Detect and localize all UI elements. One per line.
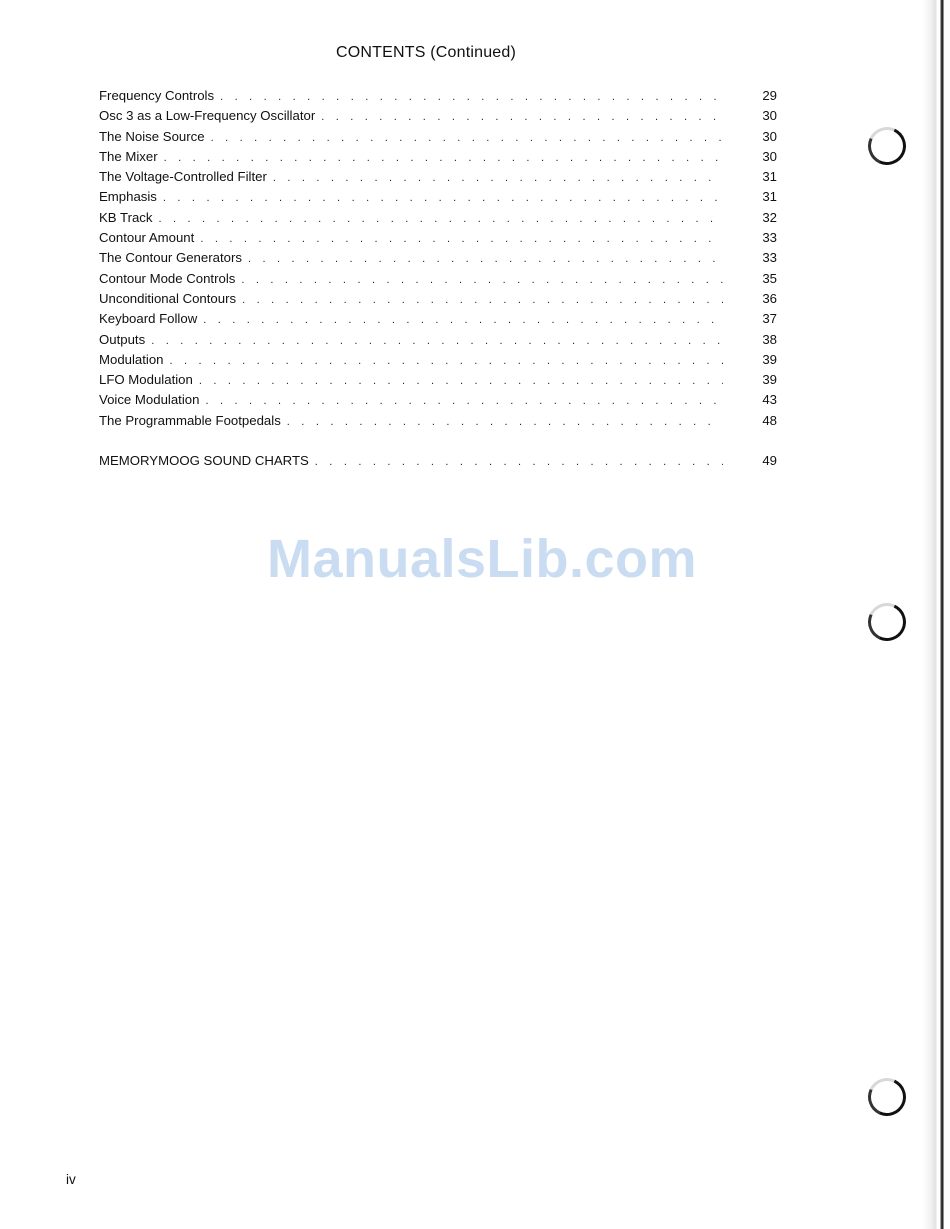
toc-entry-label: Unconditional Contours: [99, 290, 237, 306]
toc-entry-label: MEMORYMOOG SOUND CHARTS: [99, 453, 309, 469]
toc-entry-page: 43: [762, 392, 777, 408]
toc-entry-page: 37: [762, 311, 777, 327]
toc-entry-label: Frequency Controls: [99, 88, 215, 103]
toc-entry-page: 31: [762, 169, 777, 185]
dot-leader: [211, 128, 723, 148]
toc-entry-label: Outputs: [99, 331, 146, 347]
toc-entry-page: 33: [762, 230, 777, 246]
toc-entry-label: The Voltage-Controlled Filter: [99, 169, 267, 185]
toc-entry-label: Emphasis: [99, 189, 157, 205]
dot-leader: [205, 391, 723, 411]
dot-leader: [220, 87, 723, 107]
dot-leader: [315, 452, 723, 472]
dot-leader: [248, 249, 723, 269]
toc-entry[interactable]: [99, 370, 777, 390]
toc-entry[interactable]: [99, 187, 777, 207]
watermark: ManualsLib.com: [266, 529, 698, 589]
dot-leader: [170, 351, 723, 371]
dot-leader: [159, 209, 724, 229]
toc-entry-label: Voice Modulation: [99, 392, 200, 408]
dot-leader: [151, 331, 723, 351]
toc-entry-page: 33: [762, 250, 777, 266]
dot-leader: [287, 412, 723, 432]
toc-entry-page: 39: [762, 351, 777, 367]
toc-entry-page: 38: [762, 331, 777, 347]
dot-leader: [163, 188, 723, 208]
toc-entry-sound-charts[interactable]: [99, 451, 777, 471]
toc-entry-page: 30: [762, 128, 777, 144]
toc-entry-label: Modulation: [99, 351, 164, 367]
page-number: iv: [66, 1172, 76, 1187]
toc-entry-page: 36: [762, 290, 777, 306]
toc-entry-page: 32: [762, 209, 777, 225]
toc-entry[interactable]: [99, 289, 777, 309]
toc-entry-label: The Noise Source: [99, 128, 205, 144]
toc-entry-label: Contour Amount: [99, 230, 195, 246]
toc-entry-page: 39: [762, 372, 777, 388]
dot-leader: [242, 290, 723, 310]
dot-leader: [273, 168, 723, 188]
toc-entry[interactable]: [99, 390, 777, 410]
toc-entry-page: 48: [762, 412, 777, 428]
dot-leader: [199, 371, 723, 391]
toc-entry-page: 31: [762, 189, 777, 205]
binder-hole-icon: [863, 122, 912, 171]
toc-entry-label: LFO Modulation: [99, 372, 193, 388]
toc-entry[interactable]: [99, 248, 777, 268]
toc-entry-label: Keyboard Follow: [99, 311, 198, 327]
toc-entry-page: 29: [762, 88, 777, 103]
toc-entry[interactable]: [99, 208, 777, 228]
binder-hole-icon: [863, 1073, 912, 1122]
table-of-contents: [99, 86, 777, 472]
dot-leader: [321, 107, 723, 127]
toc-entry-label: Contour Mode Controls: [99, 270, 236, 286]
toc-entry-label: The Contour Generators: [99, 250, 242, 266]
toc-entry-page: 30: [762, 108, 777, 124]
toc-entry-page: 49: [762, 453, 777, 469]
toc-entry[interactable]: [99, 269, 777, 289]
dot-leader: [203, 310, 723, 330]
toc-entry[interactable]: [99, 167, 777, 187]
dot-leader: [200, 229, 723, 249]
toc-entry-label: The Mixer: [99, 148, 158, 164]
toc-entry-page: 35: [762, 270, 777, 286]
toc-entry[interactable]: [99, 106, 777, 126]
toc-entry[interactable]: [99, 350, 777, 370]
binder-hole-icon: [863, 598, 912, 647]
toc-entry-label: KB Track: [99, 209, 153, 225]
dot-leader: [164, 148, 723, 168]
toc-entry[interactable]: [99, 86, 777, 106]
toc-entry[interactable]: [99, 411, 777, 431]
page-binding-edge: [922, 0, 950, 1229]
dot-leader: [241, 270, 723, 290]
toc-entry-page: 30: [762, 148, 777, 164]
toc-entry-label: The Programmable Footpedals: [99, 412, 281, 428]
toc-entry-label: Osc 3 as a Low-Frequency Oscillator: [99, 108, 316, 124]
toc-entry[interactable]: [99, 127, 777, 147]
toc-entry[interactable]: [99, 147, 777, 167]
toc-entry[interactable]: [99, 228, 777, 248]
toc-entry[interactable]: [99, 309, 777, 329]
toc-spacer: [99, 431, 777, 451]
page-title: CONTENTS (Continued): [335, 44, 517, 61]
toc-entry[interactable]: [99, 330, 777, 350]
